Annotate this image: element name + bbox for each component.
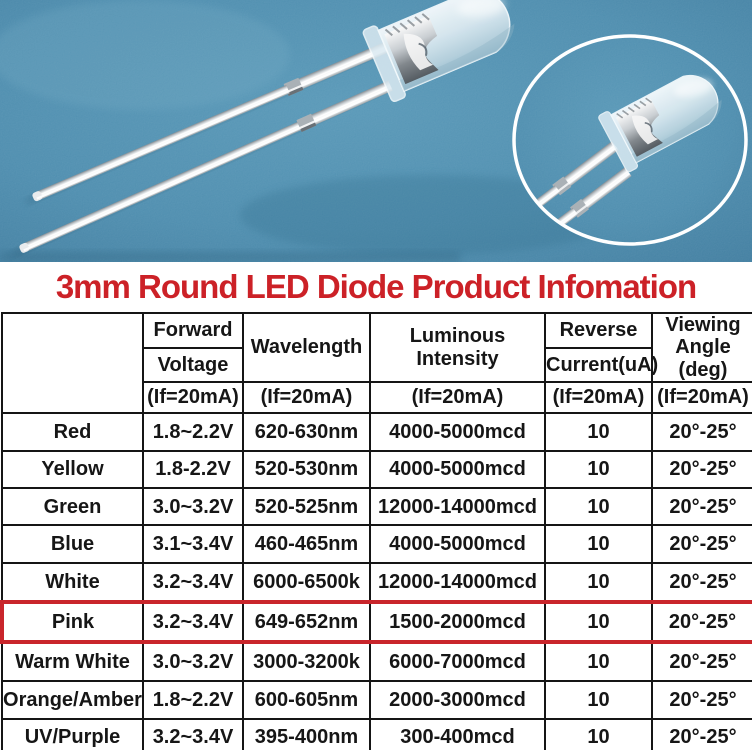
table-row — [2, 642, 752, 681]
cell-viewing-angle: 20°-25° — [652, 719, 752, 750]
cell-reverse-current: 10 — [545, 488, 652, 525]
header-viewing-angle — [652, 313, 752, 382]
cell-reverse-current: 10 — [545, 681, 652, 718]
cell-wavelength: 520-525nm — [243, 488, 370, 525]
table-row — [2, 413, 752, 450]
cell-forward-voltage: 1.8-2.2V — [143, 451, 243, 488]
cell-viewing-angle: 20°-25° — [652, 488, 752, 525]
row-color-label: Yellow — [2, 451, 143, 488]
cell-luminous-intensity: 2000-3000mcd — [370, 681, 545, 718]
cell-forward-voltage: 3.0~3.2V — [143, 642, 243, 681]
cell-luminous-intensity: 300-400mcd — [370, 719, 545, 750]
product-photo — [0, 0, 752, 262]
table-header — [2, 313, 752, 413]
cell-forward-voltage: 3.0~3.2V — [143, 488, 243, 525]
title-bar — [0, 262, 752, 312]
cell-wavelength: 460-465nm — [243, 525, 370, 562]
cell-forward-voltage: 3.1~3.4V — [143, 525, 243, 562]
row-color-label: Blue — [2, 525, 143, 562]
header-reverse-if20: (If=20mA) — [545, 382, 652, 413]
led-spec-table — [0, 312, 752, 750]
header-viewing-line1: Viewing — [665, 314, 741, 336]
cell-luminous-intensity: 12000-14000mcd — [370, 563, 545, 602]
cell-luminous-intensity: 4000-5000mcd — [370, 451, 545, 488]
cell-luminous-intensity: 12000-14000mcd — [370, 488, 545, 525]
header-viewing-if20: (If=20mA) — [652, 382, 752, 413]
table-row — [2, 719, 752, 750]
cell-luminous-intensity: 4000-5000mcd — [370, 413, 545, 450]
led-photo — [0, 0, 752, 262]
cell-reverse-current: 10 — [545, 563, 652, 602]
header-color-column — [2, 313, 143, 413]
cell-wavelength: 520-530nm — [243, 451, 370, 488]
table-row — [2, 602, 752, 642]
cell-wavelength: 6000-6500k — [243, 563, 370, 602]
cell-forward-voltage: 3.2~3.4V — [143, 719, 243, 750]
cell-forward-voltage: 1.8~2.2V — [143, 681, 243, 718]
table-body — [2, 413, 752, 750]
cell-viewing-angle: 20°-25° — [652, 602, 752, 642]
header-voltage: Voltage — [143, 348, 243, 383]
header-reverse: Reverse — [545, 313, 652, 348]
row-color-label: Warm White — [2, 642, 143, 681]
cell-forward-voltage: 3.2~3.4V — [143, 563, 243, 602]
header-forward-if20: (If=20mA) — [143, 382, 243, 413]
row-color-label: Green — [2, 488, 143, 525]
cell-luminous-intensity: 4000-5000mcd — [370, 525, 545, 562]
header-current-ua: Current(uA) — [545, 348, 652, 383]
cell-wavelength: 395-400nm — [243, 719, 370, 750]
table-row — [2, 525, 752, 562]
cell-viewing-angle: 20°-25° — [652, 413, 752, 450]
cell-reverse-current: 10 — [545, 642, 652, 681]
table-row — [2, 451, 752, 488]
row-color-label: Pink — [2, 602, 143, 642]
cell-luminous-intensity: 6000-7000mcd — [370, 642, 545, 681]
cell-viewing-angle: 20°-25° — [652, 525, 752, 562]
row-color-label: White — [2, 563, 143, 602]
cell-reverse-current: 10 — [545, 413, 652, 450]
header-viewing-line2: Angle (deg) — [675, 336, 731, 381]
header-wavelength: Wavelength — [243, 313, 370, 382]
table-row — [2, 563, 752, 602]
cell-forward-voltage: 3.2~3.4V — [143, 602, 243, 642]
cell-luminous-intensity: 1500-2000mcd — [370, 602, 545, 642]
cell-viewing-angle: 20°-25° — [652, 563, 752, 602]
header-luminous-intensity: Luminous Intensity — [370, 313, 545, 382]
cell-forward-voltage: 1.8~2.2V — [143, 413, 243, 450]
cell-viewing-angle: 20°-25° — [652, 642, 752, 681]
cell-viewing-angle: 20°-25° — [652, 681, 752, 718]
cell-reverse-current: 10 — [545, 602, 652, 642]
row-color-label: Orange/Amber — [2, 681, 143, 718]
header-wavelength-if20: (If=20mA) — [243, 382, 370, 413]
cell-reverse-current: 10 — [545, 451, 652, 488]
header-luminous-if20: (If=20mA) — [370, 382, 545, 413]
table-row — [2, 681, 752, 718]
cell-wavelength: 600-605nm — [243, 681, 370, 718]
row-color-label: UV/Purple — [2, 719, 143, 750]
cell-reverse-current: 10 — [545, 525, 652, 562]
page-title: 3mm Round LED Diode Product Infomation — [55, 268, 697, 305]
header-forward: Forward — [143, 313, 243, 348]
row-color-label: Red — [2, 413, 143, 450]
cell-wavelength: 3000-3200k — [243, 642, 370, 681]
cell-wavelength: 620-630nm — [243, 413, 370, 450]
cell-reverse-current: 10 — [545, 719, 652, 750]
cell-wavelength: 649-652nm — [243, 602, 370, 642]
cell-viewing-angle: 20°-25° — [652, 451, 752, 488]
table-row — [2, 488, 752, 525]
